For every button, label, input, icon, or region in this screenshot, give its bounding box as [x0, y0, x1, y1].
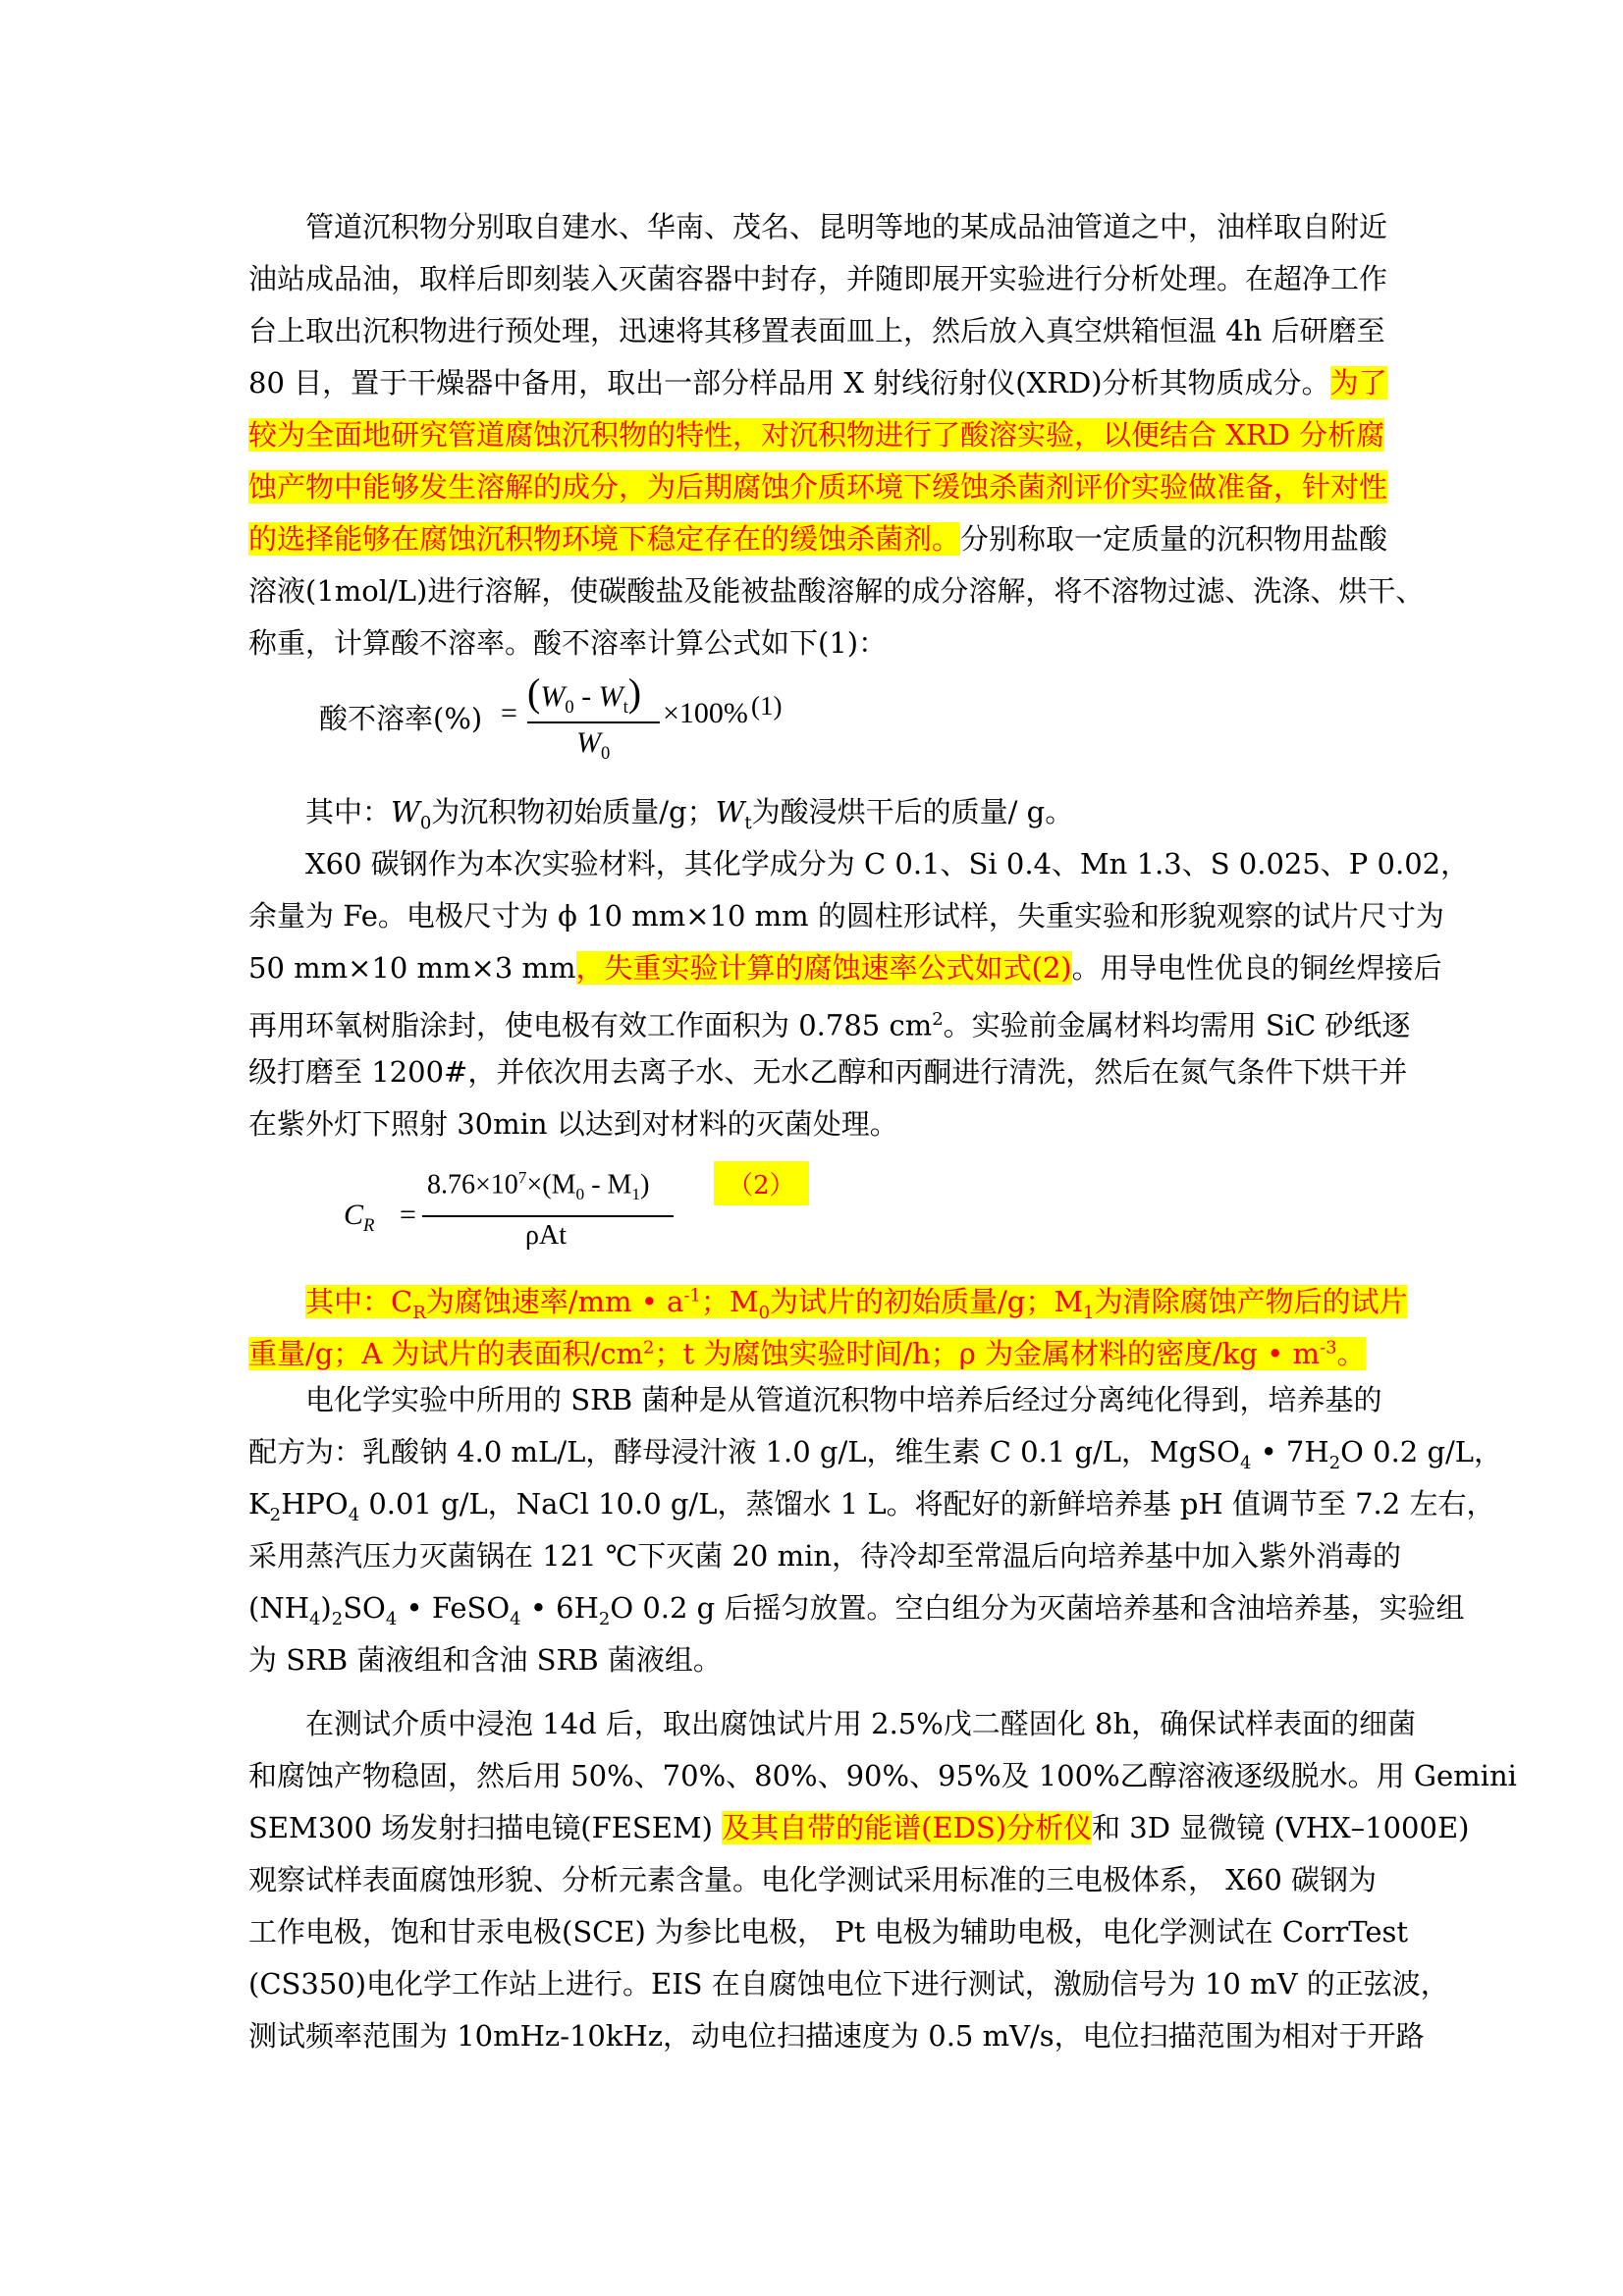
formula-corrosion-rate: [339, 1163, 810, 1261]
text-line: [248, 413, 1384, 456]
formula-denominator: $W_0$: [576, 726, 611, 764]
formula-number: (1): [751, 691, 783, 721]
formula-acid-insoluble-rate: [319, 670, 830, 774]
formula-numerator: $(W_0 - W_t)$: [527, 670, 642, 718]
formula-lhs: 酸不溶率(%): [319, 702, 483, 735]
text-run: 80 目，置于干燥器中备用，取出一部分样品用 X 射线衍射仪(XRD)分析其物质成分。: [248, 366, 1330, 400]
highlighted-text: 重量/g；A 为试片的表面积$/cm^2$；t 为腐蚀实验时间/h；ρ 为金属材料的密度/kg • $m^{-3}$。: [248, 1336, 1366, 1370]
formula-number: （2）: [714, 1161, 809, 1205]
text-line: 50 mm×10 mm×3 mm，失重实验计算的腐蚀速率公式如式(2)。用导电性优良的铜丝焊接后: [248, 951, 1442, 985]
text-line: 工作电极，饱和甘汞电极(SCE) 为参比电极， Pt 电极为辅助电极，电化学测试在 CorrTest: [248, 1915, 1409, 1949]
text-line: 为 SRB 菌液组和含油 SRB 菌液组。: [248, 1643, 722, 1677]
highlighted-text: 为了: [1329, 366, 1387, 400]
highlighted-text: 及其自带的能谱(EDS)分析仪: [722, 1811, 1093, 1844]
formula-factor: ×100%: [663, 697, 748, 729]
text-line: [248, 361, 1387, 404]
highlighted-text: 较为全面地研究管道腐蚀沉积物的特性，对沉积物进行了酸溶实验，以便结合 XRD 分析腐: [248, 418, 1385, 452]
text-line: 油站成品油，取样后即刻装入灭菌容器中封存，并随即展开实验进行分析处理。在超净工作: [248, 262, 1388, 295]
text-line: 配方为：乳酸钠 4.0 mL/L，酵母浸汁液 1.0 g/L，维生素 C 0.1 g/L，MgSO$_4$ • $7H_2O$ 0.2 g/L，: [248, 1435, 1503, 1473]
text-line: [248, 1326, 1366, 1375]
formula-equals: =: [501, 697, 517, 729]
text-line: X60 碳钢作为本次实验材料，其化学成分为 C 0.1、Si 0.4、Mn 1.3、S 0.025、P 0.02，: [305, 847, 1470, 881]
text-line: 其中：$W_0$为沉积物初始质量/g；$W_t$为酸浸烘干后的质量/ g。: [305, 795, 1074, 833]
text-line: [248, 517, 1387, 561]
fraction-bar: [527, 721, 660, 723]
text-line: 溶液(1mol/L)进行溶解，使碳酸盐及能被盐酸溶解的成分溶解，将不溶物过滤、洗涤、烘干、: [248, 574, 1425, 608]
highlighted-text: 蚀产物中能够发生溶解的成分，为后期腐蚀介质环境下缓蚀杀菌剂评价实验做准备，针对性: [248, 470, 1388, 504]
text-line: 在测试介质中浸泡 14d 后，取出腐蚀试片用 2.5%戊二醛固化 8h，确保试样表面的细菌: [305, 1707, 1417, 1740]
text-line: (CS350)电化学工作站上进行。EIS 在自腐蚀电位下进行测试，激励信号为 10 mV 的正弦波，: [248, 1967, 1449, 2001]
text-line: 余量为 Fe。电极尺寸为 ϕ 10 mm×10 mm 的圆柱形试样，失重实验和形貌观察的试片尺寸为: [248, 899, 1444, 933]
formula-numerator: $8.76\times 10^7\times(M_0 - M_1)$: [427, 1168, 650, 1203]
text-line: 测试频率范围为 10mHz-10kHz，动电位扫描速度为 0.5 mV/s，电位扫描范围为相对于开路: [248, 2019, 1425, 2053]
text-line: 电化学实验中所用的 SRB 菌种是从管道沉积物中培养后经过分离纯化得到，培养基的: [305, 1383, 1382, 1416]
text-line: $(NH_4)_2SO_4$ • FeSO$_4$ • $6H_2O$ 0.2 g 后摇匀放置。空白组分为灭菌培养基和含油培养基，实验组: [248, 1591, 1465, 1629]
text-line: 称重，计算酸不溶率。酸不溶率计算公式如下(1)：: [248, 626, 888, 660]
highlighted-text: ，失重实验计算的腐蚀速率公式如式(2): [575, 951, 1072, 985]
text-line: 台上取出沉积物进行预处理，迅速将其移置表面皿上，然后放入真空烘箱恒温 4h 后研磨至: [248, 314, 1385, 347]
text-line: 管道沉积物分别取自建水、华南、茂名、昆明等地的某成品油管道之中，油样取自附近: [305, 210, 1388, 243]
fraction-bar: [422, 1215, 674, 1217]
text-line: 在紫外灯下照射 30min 以达到对材料的灭菌处理。: [248, 1107, 898, 1141]
text-line: SEM300 场发射扫描电镜(FESEM) 及其自带的能谱(EDS)分析仪和 3D 显微镜 (VHX–1000E): [248, 1811, 1470, 1844]
formula-denominator: ρAt: [525, 1220, 567, 1251]
text-line: 采用蒸汽压力灭菌锅在 121 ℃下灭菌 20 min，待冷却至常温后向培养基中加入紫外消毒的: [248, 1539, 1402, 1573]
formula-equals: =: [400, 1199, 416, 1231]
text-line: 观察试样表面腐蚀形貌、分析元素含量。电化学测试采用标准的三电极体系， X60 碳钢为: [248, 1863, 1377, 1896]
formula-lhs: $C_R$: [344, 1199, 375, 1236]
text-run: 分别称取一定质量的沉积物用盐酸: [960, 522, 1388, 556]
highlighted-text: 的选择能够在腐蚀沉积物环境下稳定存在的缓蚀杀菌剂。: [248, 522, 961, 556]
highlighted-text: 其中：$C_R$为腐蚀速率/mm • $a^{-1}$；$M_0$为试片的初始质量/g；$M_1$为清除腐蚀产物后的试片: [305, 1284, 1408, 1323]
text-line: 和腐蚀产物稳固，然后用 50%、70%、80%、90%、95%及 100%乙醇溶液逐级脱水。用 Gemini: [248, 1759, 1517, 1792]
text-line: [248, 465, 1387, 508]
text-line: $K_2HPO_4$ 0.01 g/L，NaCl 10.0 g/L，蒸馏水 1 L。将配好的新鲜培养基 pH 值调节至 7.2 左右，: [248, 1487, 1495, 1525]
text-line: 再用环氧树脂涂封，使电极有效工作面积为 0.785 $cm^2$。实验前金属材料均需用 SiC 砂纸逐: [248, 1008, 1411, 1042]
text-line: 级打磨至 1200#，并依次用去离子水、无水乙醇和丙酮进行清洗，然后在氮气条件下烘干并: [248, 1055, 1408, 1089]
